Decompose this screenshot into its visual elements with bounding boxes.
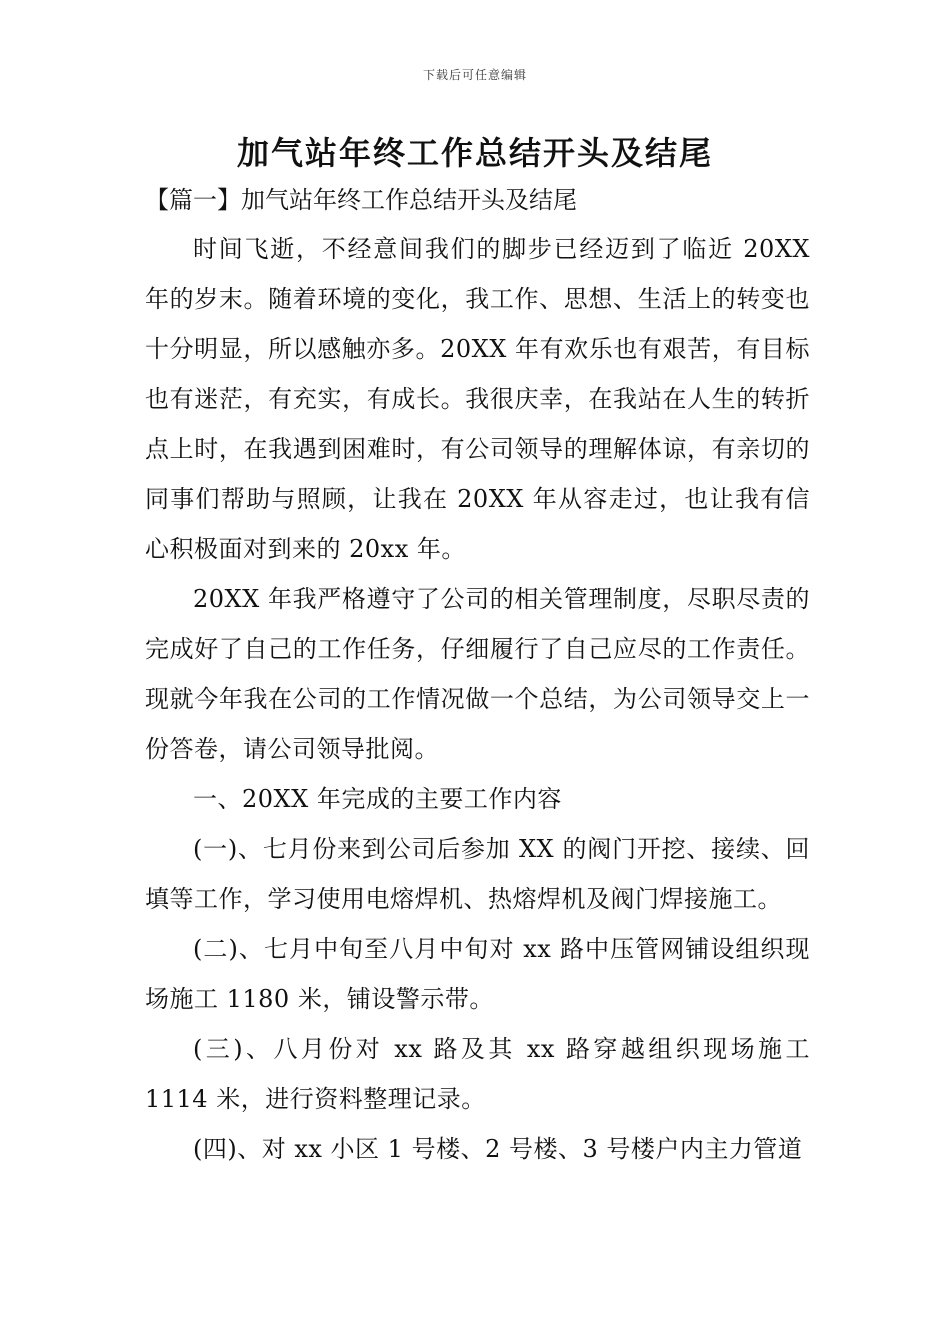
section-heading: 【篇一】加气站年终工作总结开头及结尾 [145,186,577,214]
paragraph-main-work-heading: 一、20XX 年完成的主要工作内容 [193,785,562,813]
paragraph-intro: 时间飞逝，不经意间我们的脚步已经迈到了临近 20XX 年的岁末。随着环境的变化，我工作、思想、生活上的转变也十分明显，所以感触亦多。20XX 年有欢乐也有艰苦，有目标也有迷茫，有充实，有成长。我很庆幸，在我站在人生的转折点上时，在我遇到困难时，有公司领导的理解体谅，有亲切的同事们帮助与照顾，让我在 20XX 年从容走过，也让我有信心积极面对到来的 20xx 年。 [145,235,810,563]
paragraph-item-4: (四)、对 xx 小区 1 号楼、2 号楼、3 号楼户内主力管道 [193,1135,803,1163]
paragraph-item-2: (二)、七月中旬至八月中旬对 xx 路中压管网铺设组织现场施工 1180 米，铺设警示带。 [145,935,810,1013]
document-title: 加气站年终工作总结开头及结尾 [236,134,713,172]
document-body [145,224,810,1174]
paragraph-item-1: (一)、七月份来到公司后参加 XX 的阀门开挖、接续、回填等工作，学习使用电熔焊机、热熔焊机及阀门焊接施工。 [145,835,810,913]
paragraph-item-3: (三)、八月份对 xx 路及其 xx 路穿越组织现场施工 1114 米，进行资料整理记录。 [145,1035,810,1113]
paragraph-summary: 20XX 年我严格遵守了公司的相关管理制度，尽职尽责的完成好了自己的工作任务，仔细履行了自己应尽的工作责任。现就今年我在公司的工作情况做一个总结，为公司领导交上一份答卷，请公司领导批阅。 [145,585,810,763]
header-note: 下载后可任意编辑 [422,68,527,82]
